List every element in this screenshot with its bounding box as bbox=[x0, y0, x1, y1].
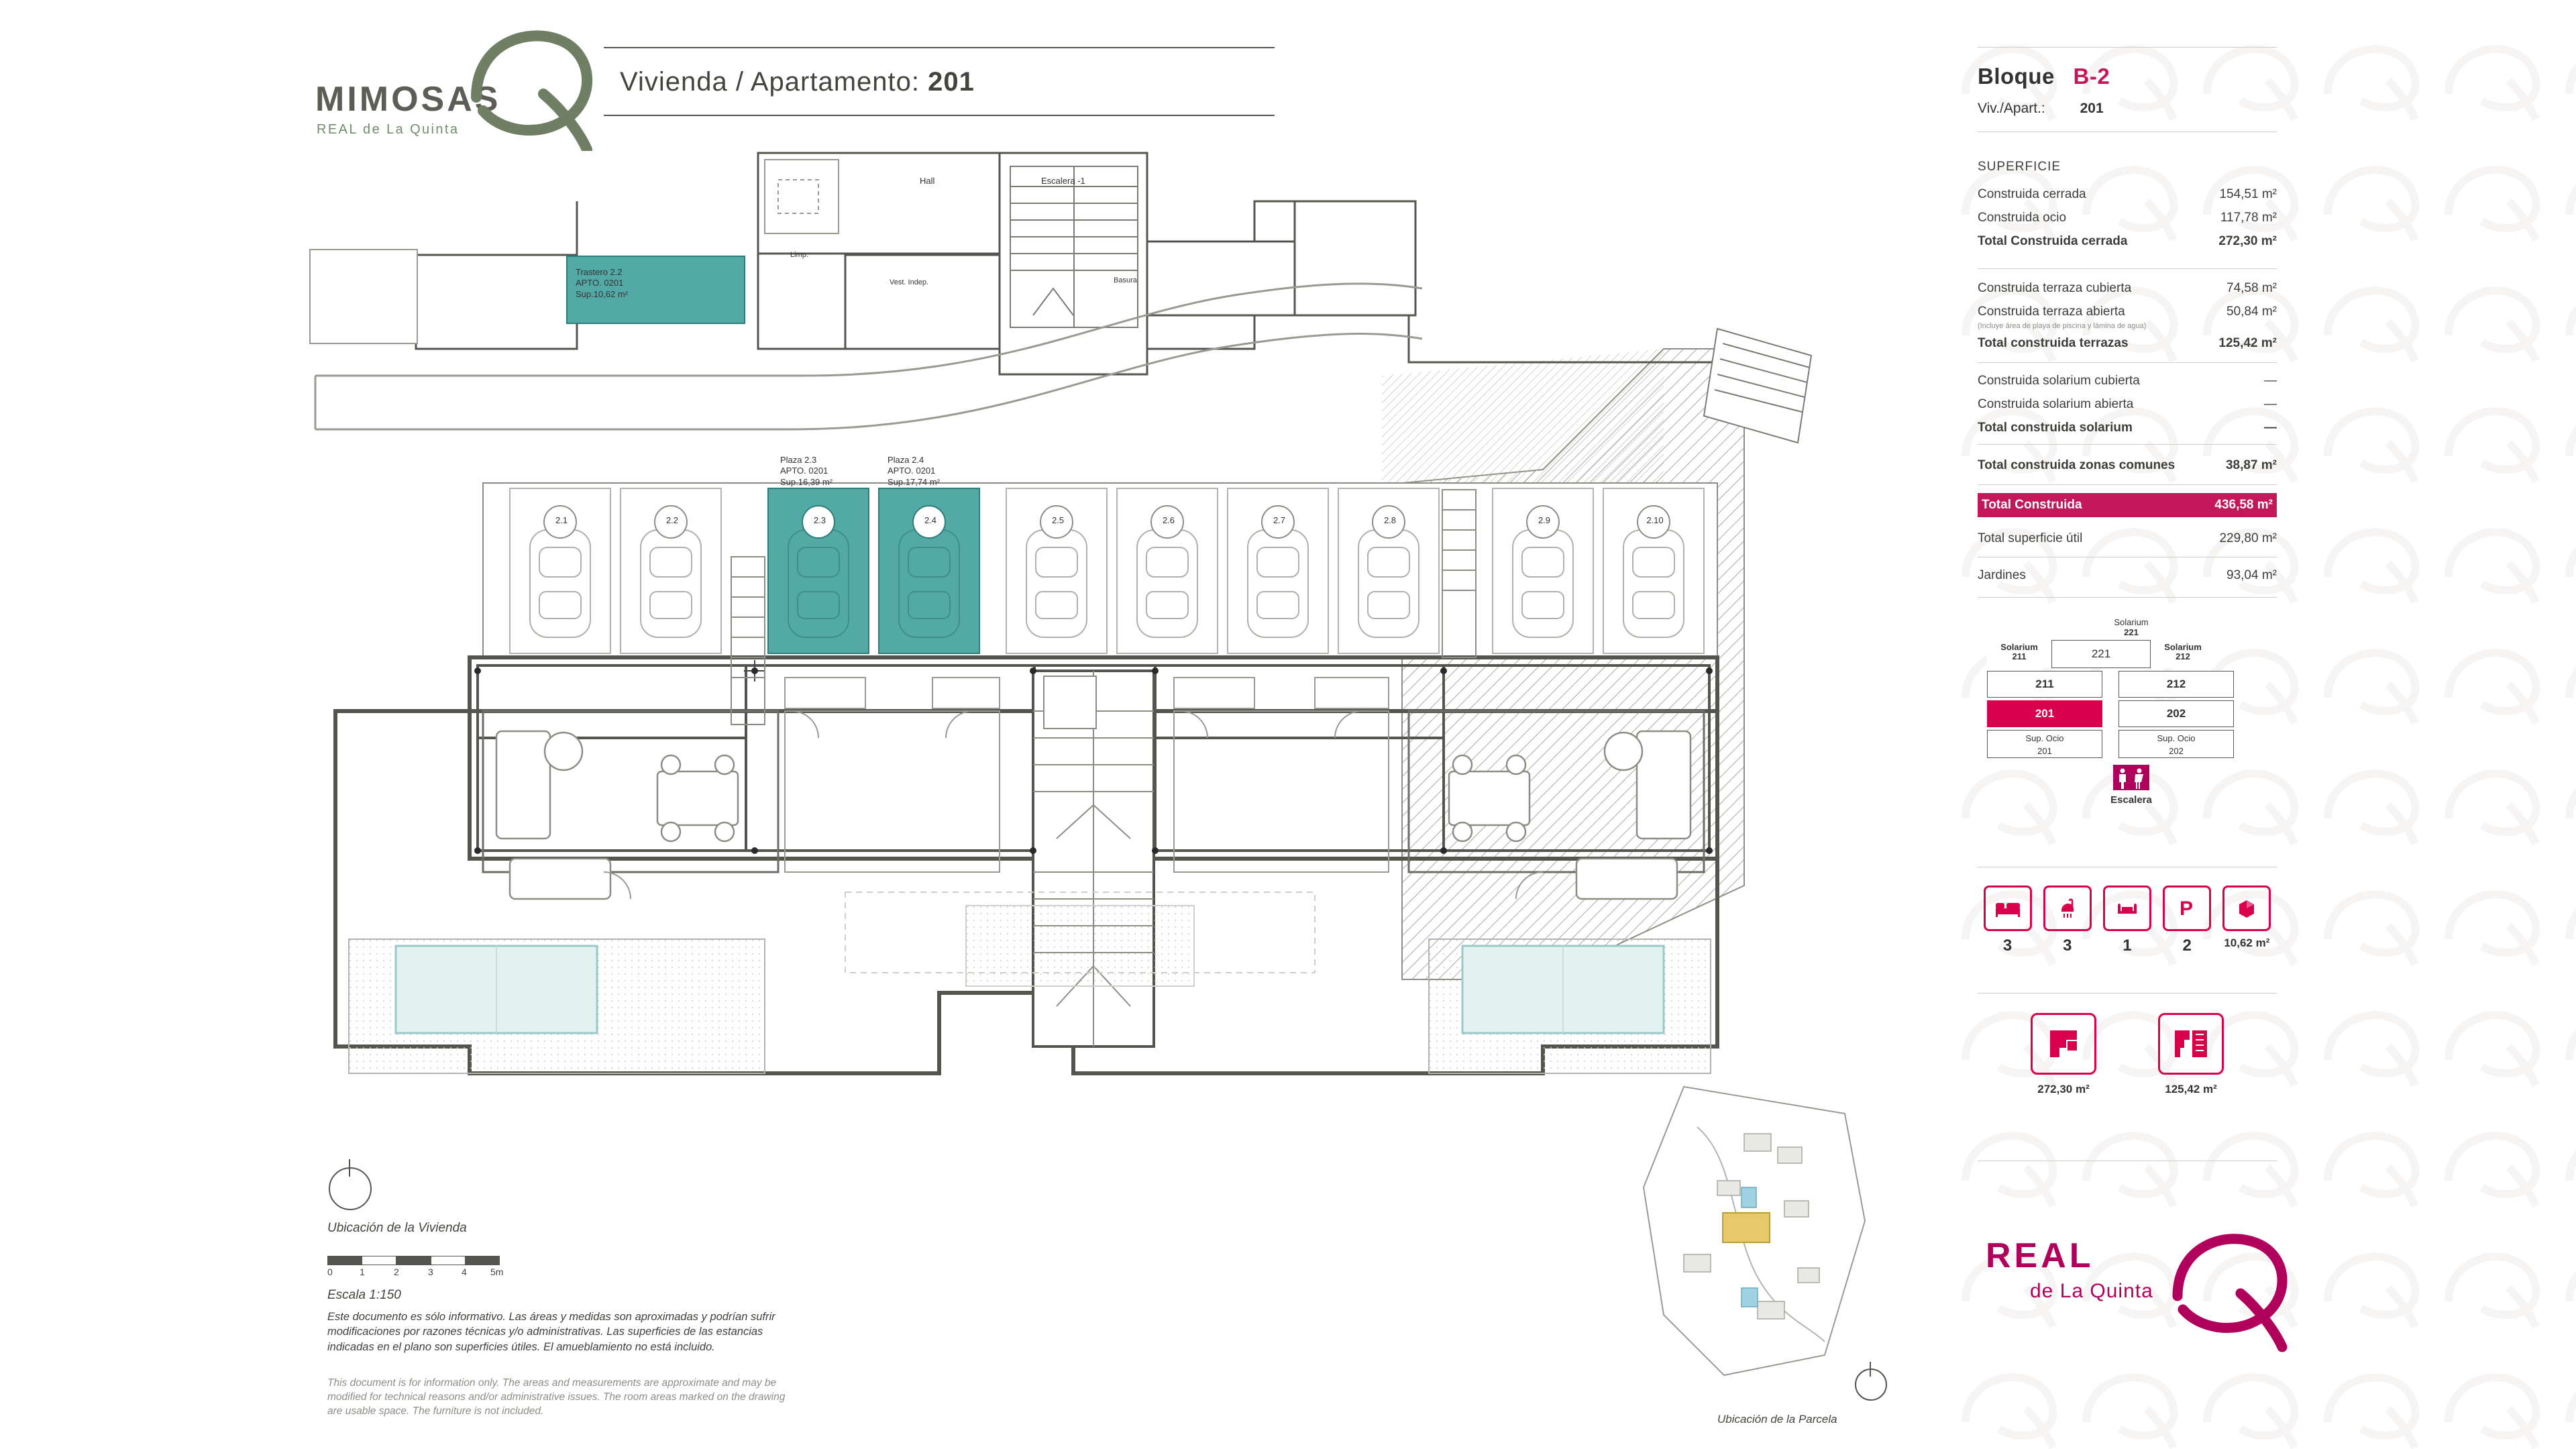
svg-text:P: P bbox=[2180, 898, 2194, 920]
row-value: 125,42 m² bbox=[2218, 335, 2277, 350]
row-label: Construida cerrada bbox=[1978, 186, 2086, 201]
north-compass-icon bbox=[329, 1167, 372, 1210]
real-logo-title: REAL bbox=[1986, 1236, 2094, 1275]
sup-ocio-202-label: Sup. Ocio bbox=[2157, 733, 2196, 743]
table-row bbox=[1978, 392, 2277, 416]
area-icons-row bbox=[1978, 1013, 2277, 1096]
solarium-212-num: 212 bbox=[2176, 651, 2190, 661]
scale-bar bbox=[327, 1256, 502, 1277]
built-area-item bbox=[2031, 1013, 2096, 1096]
scale-tick-5: 5m bbox=[490, 1267, 504, 1277]
terrace-note: (Incluye área de playa de piscina y lámina de agua) bbox=[1978, 322, 2147, 330]
wc-icon bbox=[1987, 763, 2275, 793]
solarium-top-text: Solarium bbox=[2114, 617, 2149, 627]
parking-number-4: 2.4 bbox=[924, 515, 937, 525]
parcela-location-caption: Ubicación de la Parcela bbox=[1717, 1413, 1837, 1426]
bathrooms-value: 3 bbox=[2063, 936, 2072, 955]
info-panel bbox=[1945, 0, 2576, 1449]
row-value: 154,51 m² bbox=[2219, 186, 2277, 201]
solarium-211-label: Solarium bbox=[2000, 642, 2038, 652]
vest-indep-label: Vest. Indep. bbox=[890, 278, 929, 286]
stacking-diagram bbox=[1987, 617, 2275, 804]
surface-table bbox=[1978, 182, 2277, 253]
row-label: Total construida zonas comunes bbox=[1978, 458, 2176, 472]
row-label: Total superficie útil bbox=[1978, 531, 2083, 545]
sup-ocio-201-num: 201 bbox=[2037, 746, 2052, 756]
row-value: 272,30 m² bbox=[2218, 233, 2277, 248]
solarium-211-cell bbox=[1987, 640, 2051, 668]
terrace-area-icon bbox=[2158, 1013, 2224, 1075]
row-label: Construida terraza abierta bbox=[1978, 304, 2125, 319]
plaza-24-label: Plaza 2.4 APTO. 0201 Sup.17,74 m² bbox=[888, 455, 941, 487]
terrace-area-value: 125,42 m² bbox=[2165, 1083, 2217, 1095]
row-label: Total Construida cerrada bbox=[1978, 233, 2128, 248]
table-row bbox=[1978, 206, 2277, 229]
limp-label: Limp. bbox=[790, 251, 808, 259]
unit-202-cell: 202 bbox=[2118, 700, 2234, 727]
block-title bbox=[1978, 64, 2110, 89]
bed-icon bbox=[1984, 885, 2032, 931]
legal-text-en: This document is for information only. The areas and measurements are approximate and may be modified for technical reasons and/or administrative issues. The room areas marked on the drawing are usable space. The furniture is not included. bbox=[327, 1377, 786, 1417]
feature-icons-row bbox=[1978, 885, 2277, 955]
row-value: 117,78 m² bbox=[2220, 210, 2277, 225]
escalera-caption: Escalera bbox=[2110, 794, 2152, 806]
parking-value: 2 bbox=[2182, 936, 2192, 955]
logo-subtitle: REAL de La Quinta bbox=[317, 122, 460, 137]
sup-ocio-201-label: Sup. Ocio bbox=[2025, 733, 2064, 743]
row-value: 74,58 m² bbox=[2226, 280, 2277, 295]
table-row bbox=[1978, 331, 2277, 355]
storage-value: 10,62 m² bbox=[2224, 936, 2270, 949]
info-panel-content bbox=[1945, 0, 2576, 1449]
table-row bbox=[1978, 182, 2277, 206]
scale-caption: Escala 1:150 bbox=[327, 1288, 401, 1302]
unit-212-cell: 212 bbox=[2118, 671, 2234, 698]
parking-number-9: 2.9 bbox=[1538, 515, 1551, 525]
shower-icon bbox=[2043, 885, 2092, 931]
solarium-221-cell: 221 bbox=[2051, 640, 2151, 668]
unit-201-cell[interactable]: 201 bbox=[1987, 700, 2102, 727]
table-row bbox=[1978, 527, 2277, 550]
escalera-1-label: Escalera -1 bbox=[1041, 176, 1085, 186]
row-value: — bbox=[2264, 373, 2277, 388]
table-row bbox=[1978, 416, 2277, 439]
solarium-top-label bbox=[2088, 617, 2175, 639]
table-row bbox=[1978, 564, 2277, 587]
parking-number-10: 2.10 bbox=[1646, 515, 1664, 525]
row-label: Jardines bbox=[1978, 568, 2026, 582]
scale-tick-4: 4 bbox=[462, 1267, 467, 1277]
parking-number-7: 2.7 bbox=[1273, 515, 1286, 525]
plaza-23-label: Plaza 2.3 APTO. 0201 Sup.16,39 m² bbox=[780, 455, 833, 487]
scale-bar-segments bbox=[327, 1256, 500, 1265]
row-label: Construida ocio bbox=[1978, 210, 2067, 225]
parking-number-6: 2.6 bbox=[1162, 515, 1175, 525]
panel-rule-4 bbox=[1978, 444, 2277, 445]
solarium-top-num: 221 bbox=[2124, 627, 2139, 637]
panel-rule-7 bbox=[1978, 597, 2277, 598]
parking-icon bbox=[2163, 885, 2211, 931]
bedrooms-value: 3 bbox=[2002, 936, 2012, 955]
table-row bbox=[1978, 276, 2277, 300]
parking-item bbox=[2163, 885, 2211, 955]
solarium-211-num: 211 bbox=[2012, 651, 2027, 661]
built-area-value: 272,30 m² bbox=[2037, 1083, 2090, 1095]
legal-text-es: Este documento es sólo informativo. Las áreas y medidas son aproximadas y podrían sufrir modificaciones por razones técnicas y/o administrativas. Las superficies de las estancias indicadas en el plano son superficies útiles. El amueblamiento no está incluido. bbox=[327, 1311, 775, 1353]
scale-tick-2: 2 bbox=[394, 1267, 399, 1277]
panel-rule-9 bbox=[1978, 993, 2277, 994]
bedrooms-item bbox=[1984, 885, 2032, 955]
row-value: — bbox=[2264, 420, 2277, 435]
row-label: Total construida solarium bbox=[1978, 420, 2133, 435]
surface-heading: SUPERFICIE bbox=[1978, 160, 2061, 174]
bathrooms-item bbox=[2043, 885, 2092, 955]
terrace-table bbox=[1978, 276, 2277, 355]
real-logo-q-icon bbox=[2165, 1221, 2306, 1355]
real-logo-subtitle: de La Quinta bbox=[2030, 1280, 2153, 1302]
garden-table bbox=[1978, 564, 2277, 587]
parking-number-3: 2.3 bbox=[813, 515, 826, 525]
row-label: Construida solarium cubierta bbox=[1978, 373, 2140, 388]
sup-ocio-201-cell bbox=[1987, 730, 2102, 758]
row-value: 50,84 m² bbox=[2226, 304, 2277, 319]
page-title-prefix: Vivienda / Apartamento: bbox=[620, 67, 920, 97]
table-row bbox=[1978, 453, 2277, 477]
row-label: Construida solarium abierta bbox=[1978, 396, 2134, 411]
solarium-212-label: Solarium bbox=[2164, 642, 2202, 652]
trastero-label: Trastero 2.2 APTO. 0201 Sup.10,62 m² bbox=[576, 267, 629, 299]
panel-rule-top bbox=[1978, 47, 2277, 48]
row-value: 38,87 m² bbox=[2225, 458, 2277, 472]
parking-number-5: 2.5 bbox=[1051, 515, 1065, 525]
basura-label: Basura bbox=[1114, 276, 1137, 284]
storage-icon bbox=[2222, 885, 2271, 931]
panel-rule-5 bbox=[1978, 484, 2277, 485]
unit-value: 201 bbox=[2080, 101, 2104, 116]
parking-number-8: 2.8 bbox=[1383, 515, 1397, 525]
useful-area-table bbox=[1978, 527, 2277, 550]
living-item bbox=[2103, 885, 2151, 955]
table-row bbox=[1978, 300, 2277, 323]
unit-label: Viv./Apart.: bbox=[1978, 101, 2045, 116]
built-area-icon bbox=[2031, 1013, 2096, 1075]
total-built-value: 436,58 m² bbox=[2214, 498, 2273, 512]
sofa-icon bbox=[2103, 885, 2151, 931]
scale-tick-3: 3 bbox=[428, 1267, 433, 1277]
parking-number-1: 2.1 bbox=[555, 515, 568, 525]
page-title-unit: 201 bbox=[928, 67, 975, 97]
common-areas-table bbox=[1978, 453, 2277, 477]
sup-ocio-202-cell bbox=[2118, 730, 2234, 758]
table-row bbox=[1978, 369, 2277, 392]
panel-rule-1 bbox=[1978, 131, 2277, 132]
row-value: 229,80 m² bbox=[2219, 531, 2277, 545]
parcela-compass-icon bbox=[1855, 1368, 1887, 1401]
block-label: Bloque bbox=[1978, 64, 2055, 89]
parking-number-2: 2.2 bbox=[665, 515, 679, 525]
row-label: Construida terraza cubierta bbox=[1978, 280, 2132, 295]
vivienda-location-caption: Ubicación de la Vivienda bbox=[327, 1221, 467, 1235]
real-la-quinta-logo bbox=[1986, 1221, 2281, 1342]
logo-title: MIMOSAS bbox=[315, 80, 501, 119]
total-built-label: Total Construida bbox=[1982, 498, 2082, 512]
living-value: 1 bbox=[2123, 936, 2132, 955]
terrace-area-item bbox=[2158, 1013, 2224, 1096]
storage-item bbox=[2222, 885, 2271, 955]
total-built-row bbox=[1978, 493, 2277, 517]
scale-bar-ticks bbox=[327, 1265, 502, 1277]
unit-row bbox=[1978, 101, 2104, 117]
solarium-212-cell bbox=[2151, 640, 2215, 668]
hall-label: Hall bbox=[920, 176, 935, 186]
block-value: B-2 bbox=[2073, 64, 2110, 89]
row-value: — bbox=[2264, 396, 2277, 411]
scale-tick-0: 0 bbox=[327, 1267, 333, 1277]
scale-tick-1: 1 bbox=[360, 1267, 365, 1277]
unit-211-cell: 211 bbox=[1987, 671, 2102, 698]
sup-ocio-202-num: 202 bbox=[2169, 746, 2184, 756]
panel-rule-3 bbox=[1978, 362, 2277, 363]
solarium-table bbox=[1978, 369, 2277, 439]
panel-rule-2 bbox=[1978, 268, 2277, 269]
row-label: Total construida terrazas bbox=[1978, 335, 2129, 350]
row-value: 93,04 m² bbox=[2226, 568, 2277, 582]
table-row bbox=[1978, 229, 2277, 253]
